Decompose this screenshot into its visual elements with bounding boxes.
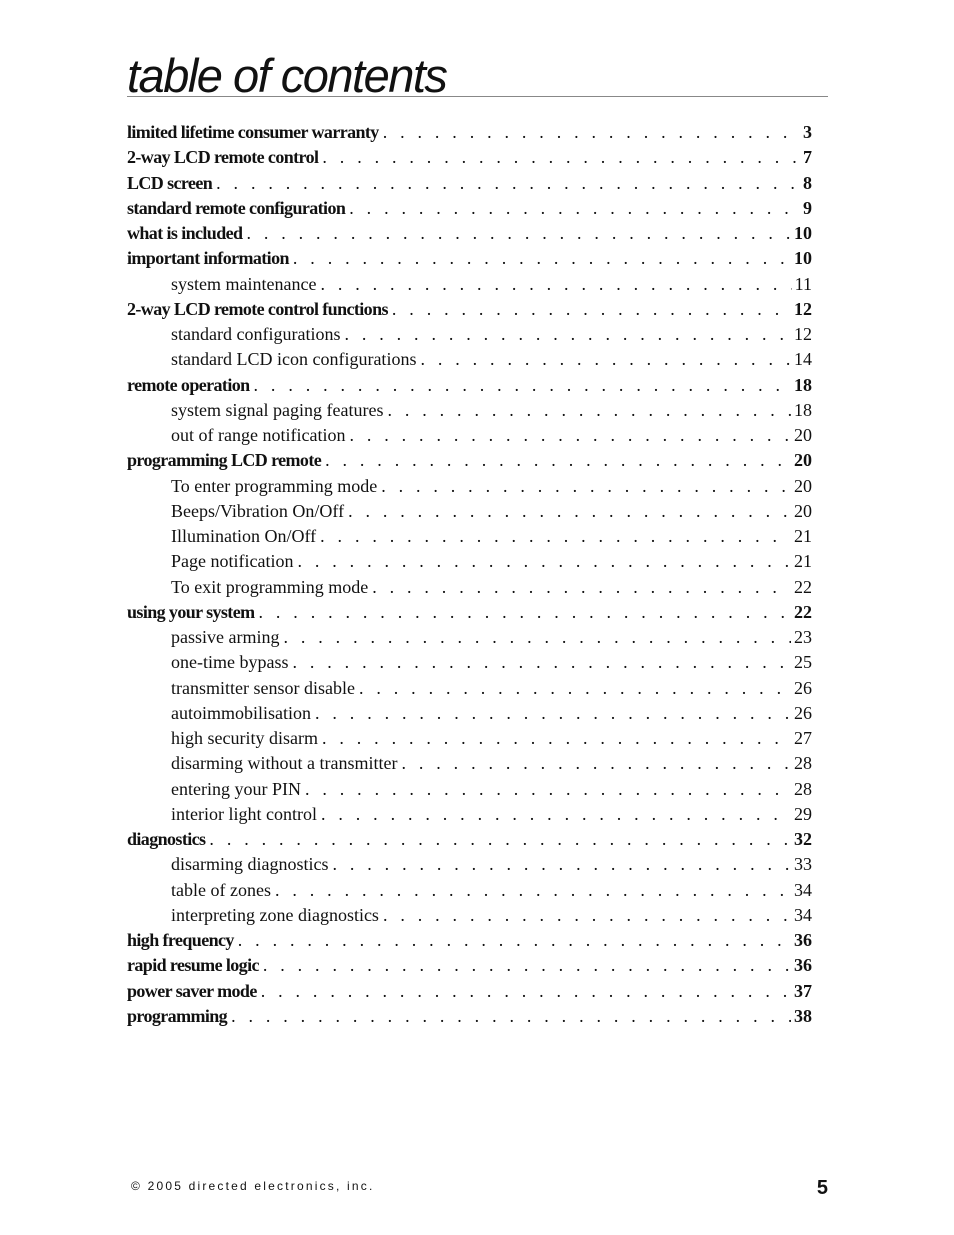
toc-dot-leader bbox=[292, 652, 791, 673]
toc-entry-page-number: 8 bbox=[803, 172, 812, 193]
toc-subsection-entry[interactable] bbox=[127, 703, 812, 728]
toc-subsection-entry[interactable] bbox=[127, 880, 812, 905]
toc-dot-leader bbox=[263, 955, 791, 976]
toc-entry-page-number: 26 bbox=[794, 702, 812, 723]
toc-dot-leader bbox=[209, 829, 791, 850]
toc-dot-leader bbox=[420, 349, 791, 370]
toc-section-entry[interactable] bbox=[127, 829, 812, 854]
toc-entry-label: interpreting zone diagnostics bbox=[171, 904, 379, 925]
toc-entry-label: entering your PIN bbox=[171, 778, 301, 799]
toc-dot-leader bbox=[381, 476, 791, 497]
toc-subsection-entry[interactable] bbox=[127, 274, 812, 299]
toc-dot-leader bbox=[297, 551, 791, 572]
toc-entry-label: remote operation bbox=[127, 374, 250, 395]
toc-section-entry[interactable] bbox=[127, 375, 812, 400]
toc-entry-page-number: 34 bbox=[794, 879, 812, 900]
toc-dot-leader bbox=[320, 274, 791, 295]
toc-subsection-entry[interactable] bbox=[127, 854, 812, 879]
page-title: table of contents bbox=[127, 49, 447, 102]
toc-entry-label: high frequency bbox=[127, 930, 234, 950]
toc-section-entry[interactable] bbox=[127, 299, 812, 324]
toc-dot-leader bbox=[320, 526, 791, 547]
toc-entry-label: what is included bbox=[127, 223, 243, 243]
toc-dot-leader bbox=[315, 703, 791, 724]
title-divider bbox=[127, 96, 828, 97]
toc-subsection-entry[interactable] bbox=[127, 652, 812, 677]
toc-section-entry[interactable] bbox=[127, 173, 812, 198]
toc-entry-label: transmitter sensor disable bbox=[171, 677, 355, 698]
toc-entry-label: programming LCD remote bbox=[127, 450, 322, 471]
toc-section-entry[interactable] bbox=[127, 981, 812, 1006]
toc-dot-leader bbox=[349, 425, 791, 446]
toc-dot-leader bbox=[231, 1006, 791, 1027]
toc-entry-page-number: 9 bbox=[803, 197, 812, 218]
toc-entry-page-number: 28 bbox=[794, 753, 812, 774]
toc-entry-label: Illumination On/Off bbox=[171, 526, 317, 546]
toc-dot-leader bbox=[321, 804, 791, 825]
toc-subsection-entry[interactable] bbox=[127, 627, 812, 652]
toc-entry-label: table of zones bbox=[171, 879, 271, 900]
toc-entry-label: one-time bypass bbox=[171, 652, 289, 673]
toc-entry-page-number: 25 bbox=[794, 652, 812, 673]
toc-entry-page-number: 37 bbox=[794, 980, 812, 1001]
toc-subsection-entry[interactable] bbox=[127, 678, 812, 703]
toc-entry-page-number: 20 bbox=[794, 475, 812, 496]
toc-section-entry[interactable] bbox=[127, 955, 812, 980]
toc-section-entry[interactable] bbox=[127, 223, 812, 248]
toc-entry-page-number: 38 bbox=[794, 1005, 812, 1026]
toc-entry-label: rapid resume logic bbox=[127, 955, 259, 976]
toc-entry-page-number: 14 bbox=[794, 349, 812, 370]
toc-section-entry[interactable] bbox=[127, 1006, 812, 1031]
toc-entry-label: disarming without a transmitter bbox=[171, 753, 398, 774]
toc-dot-leader bbox=[372, 577, 791, 598]
toc-dot-leader bbox=[246, 223, 791, 244]
toc-dot-leader bbox=[383, 905, 791, 926]
toc-subsection-entry[interactable] bbox=[127, 728, 812, 753]
toc-subsection-entry[interactable] bbox=[127, 425, 812, 450]
toc-entry-label: standard configurations bbox=[171, 324, 341, 344]
toc-entry-page-number: 11 bbox=[794, 273, 812, 294]
toc-dot-leader bbox=[359, 678, 791, 699]
toc-entry-page-number: 10 bbox=[794, 248, 812, 269]
toc-subsection-entry[interactable] bbox=[127, 400, 812, 425]
toc-entry-label: 2-way LCD remote control bbox=[127, 147, 319, 168]
toc-entry-label: autoimmobilisation bbox=[171, 702, 311, 723]
toc-dot-leader bbox=[259, 602, 792, 623]
toc-entry-label: programming bbox=[127, 1005, 228, 1026]
toc-entry-page-number: 36 bbox=[794, 930, 812, 950]
toc-subsection-entry[interactable] bbox=[127, 324, 812, 349]
toc-entry-page-number: 27 bbox=[794, 728, 812, 748]
toc-dot-leader bbox=[238, 930, 791, 951]
toc-dot-leader bbox=[332, 854, 791, 875]
toc-subsection-entry[interactable] bbox=[127, 905, 812, 930]
toc-dot-leader bbox=[275, 880, 791, 901]
toc-dot-leader bbox=[254, 375, 791, 396]
toc-dot-leader bbox=[322, 728, 791, 749]
toc-entry-page-number: 36 bbox=[794, 955, 812, 976]
toc-entry-label: Beeps/Vibration On/Off bbox=[171, 500, 345, 521]
toc-subsection-entry[interactable] bbox=[127, 804, 812, 829]
toc-dot-leader bbox=[325, 450, 791, 471]
toc-entry-page-number: 22 bbox=[794, 601, 812, 622]
toc-subsection-entry[interactable] bbox=[127, 779, 812, 804]
toc-entry-label: system maintenance bbox=[171, 273, 317, 294]
toc-entry-page-number: 21 bbox=[794, 526, 812, 546]
toc-entry-page-number: 12 bbox=[794, 324, 812, 344]
toc-entry-page-number: 29 bbox=[794, 803, 812, 824]
toc-entry-page-number: 33 bbox=[794, 854, 812, 875]
toc-entry-label: out of range notification bbox=[171, 425, 346, 445]
toc-subsection-entry[interactable] bbox=[127, 501, 812, 526]
footer-copyright: © 2005 directed electronics, inc. bbox=[131, 1179, 375, 1193]
toc-entry-label: limited lifetime consumer warranty bbox=[127, 122, 379, 142]
toc-section-entry[interactable] bbox=[127, 248, 812, 273]
toc-dot-leader bbox=[322, 147, 800, 168]
toc-entry-page-number: 34 bbox=[794, 904, 812, 925]
toc-entry-label: using your system bbox=[127, 601, 255, 622]
toc-dot-leader bbox=[216, 173, 800, 194]
toc-dot-leader bbox=[261, 981, 791, 1002]
toc-entry-label: standard LCD icon configurations bbox=[171, 349, 417, 370]
toc-entry-label: power saver mode bbox=[127, 980, 257, 1001]
toc-entry-label: diagnostics bbox=[127, 829, 206, 849]
toc-subsection-entry[interactable] bbox=[127, 526, 812, 551]
toc-entry-page-number: 18 bbox=[794, 399, 812, 420]
toc-section-entry[interactable] bbox=[127, 122, 812, 147]
toc-entry-label: Page notification bbox=[171, 551, 294, 572]
toc-entry-page-number: 12 bbox=[794, 298, 812, 319]
toc-entry-label: passive arming bbox=[171, 627, 280, 647]
toc-section-entry[interactable] bbox=[127, 930, 812, 955]
toc-entry-label: 2-way LCD remote control functions bbox=[127, 298, 388, 319]
toc-subsection-entry[interactable] bbox=[127, 349, 812, 374]
toc-entry-page-number: 10 bbox=[794, 223, 812, 243]
toc-entry-page-number: 21 bbox=[794, 551, 812, 572]
toc-subsection-entry[interactable] bbox=[127, 551, 812, 576]
footer-page-number: 5 bbox=[816, 1177, 828, 1199]
toc-entry-label: high security disarm bbox=[171, 728, 318, 748]
toc-subsection-entry[interactable] bbox=[127, 476, 812, 501]
toc-entry-label: standard remote configuration bbox=[127, 197, 346, 218]
toc-dot-leader bbox=[392, 299, 791, 320]
toc-dot-leader bbox=[348, 501, 791, 522]
toc-entry-page-number: 20 bbox=[794, 500, 812, 521]
toc-entry-page-number: 18 bbox=[794, 374, 812, 395]
toc-entry-label: LCD screen bbox=[127, 172, 213, 193]
toc-dot-leader bbox=[283, 627, 791, 648]
toc-entry-page-number: 7 bbox=[803, 147, 812, 168]
toc-section-entry[interactable] bbox=[127, 450, 812, 475]
toc-entry-page-number: 20 bbox=[794, 450, 812, 471]
toc-dot-leader bbox=[383, 122, 800, 143]
toc-section-entry[interactable] bbox=[127, 602, 812, 627]
toc-dot-leader bbox=[387, 400, 791, 421]
toc-entry-label: interior light control bbox=[171, 803, 317, 824]
toc-dot-leader bbox=[401, 753, 791, 774]
toc-dot-leader bbox=[305, 779, 791, 800]
toc-section-entry[interactable] bbox=[127, 198, 812, 223]
toc-entry-label: To exit programming mode bbox=[171, 576, 369, 597]
toc-section-entry[interactable] bbox=[127, 147, 812, 172]
toc-entry-label: disarming diagnostics bbox=[171, 854, 329, 875]
toc-dot-leader bbox=[344, 324, 791, 345]
table-of-contents bbox=[127, 122, 812, 1031]
toc-entry-page-number: 32 bbox=[794, 829, 812, 849]
toc-entry-page-number: 28 bbox=[794, 778, 812, 799]
toc-entry-label: important information bbox=[127, 248, 289, 269]
toc-entry-page-number: 26 bbox=[794, 677, 812, 698]
toc-entry-page-number: 23 bbox=[794, 627, 812, 647]
toc-entry-page-number: 22 bbox=[794, 576, 812, 597]
toc-entry-label: To enter programming mode bbox=[171, 475, 378, 496]
toc-subsection-entry[interactable] bbox=[127, 577, 812, 602]
toc-entry-page-number: 20 bbox=[794, 425, 812, 445]
toc-dot-leader bbox=[293, 248, 791, 269]
toc-dot-leader bbox=[349, 198, 800, 219]
toc-entry-page-number: 3 bbox=[803, 122, 812, 142]
toc-entry-label: system signal paging features bbox=[171, 399, 384, 420]
toc-subsection-entry[interactable] bbox=[127, 753, 812, 778]
